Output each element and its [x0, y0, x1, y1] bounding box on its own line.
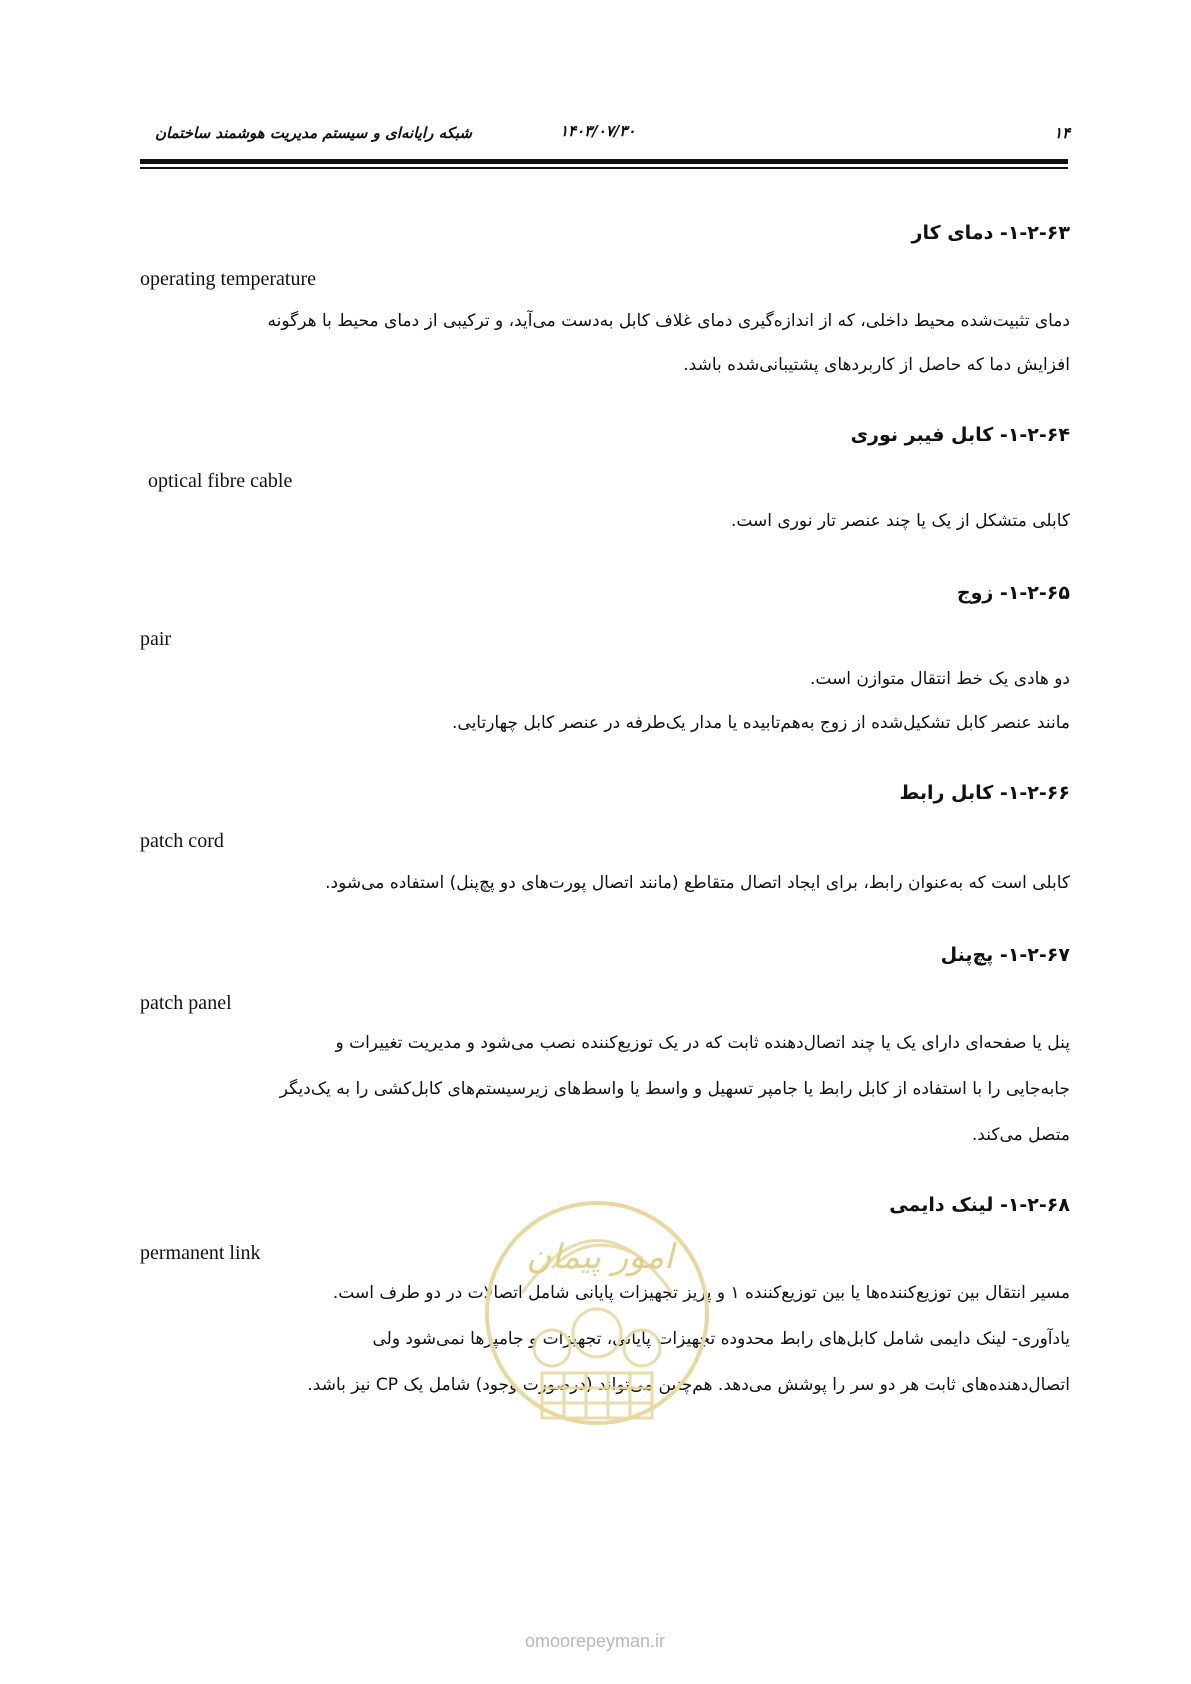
page-number: ۱۴: [1054, 124, 1071, 142]
section-heading: ۱-۲-۶۷- پچ‌پنل: [940, 944, 1070, 966]
section-body-line: افزایش دما که حاصل از کاربردهای پشتیبانی‌شده باشد.: [683, 355, 1070, 375]
section-body-line: دمای تثبیت‌شده محیط داخلی، که از اندازه‌گیری دمای غلاف کابل به‌دست می‌آید، و ترکیبی از دمای محیط با هرگونه: [267, 311, 1070, 331]
section-heading: ۱-۲-۶۶- کابل رابط: [899, 782, 1070, 804]
section-term: optical fibre cable: [148, 470, 293, 492]
gear-icon: [534, 1330, 570, 1366]
stamp-logo-text: امور پیمان: [526, 1237, 674, 1277]
section-body-line: مسیر انتقال بین توزیع‌کننده‌ها یا بین توزیع‌کننده ۱ و پریز تجهیزات پایانی شامل اتصالات در دو طرف است.: [332, 1283, 1070, 1303]
header-rule-thin: [140, 167, 1068, 169]
page-header: [140, 118, 1071, 148]
section-body-line: کابلی است که به‌عنوان رابط، برای ایجاد اتصال متقاطع (مانند اتصال پورت‌های دو پچ‌پنل) استفاده می‌شود.: [325, 873, 1070, 893]
section-body-line: اتصال‌دهنده‌های ثابت هر دو سر را پوشش می‌دهد. هم‌چنین می‌تواند (درصورت وجود) شامل یک CP نیز باشد.: [307, 1375, 1070, 1395]
section-body-line: مانند عنصر کابل تشکیل‌شده از زوج به‌هم‌تابیده یا مدار یک‌طرفه در عنصر کابل چهارتایی.: [452, 713, 1070, 733]
gear-icon: [573, 1309, 621, 1357]
section-body-line: جابه‌جایی را با استفاده از کابل رابط یا جامپر تسهیل و واسط یا واسط‌های زیرسیستم‌های کابل‌کشی را به یک‌دیگر: [279, 1079, 1070, 1099]
stamp-outer-ring: [487, 1203, 707, 1423]
watermark-url: omoorepeyman.ir: [524, 1631, 666, 1651]
section-heading: ۱-۲-۶۳- دمای کار: [911, 222, 1070, 244]
section-term: patch cord: [140, 830, 224, 852]
section-heading: ۱-۲-۶۵- زوج: [956, 582, 1070, 604]
section-body-line: یادآوری- لینک دایمی شامل کابل‌های رابط محدوده تجهیزات پایانی، تجهیزات و جامپرها نمی‌شود ولی: [372, 1329, 1070, 1349]
stamp-grid: [542, 1373, 652, 1418]
watermark-stamp-logo: [482, 1198, 712, 1428]
section-heading: ۱-۲-۶۴- کابل فیبر نوری: [850, 424, 1070, 446]
section-body-line: متصل می‌کند.: [971, 1125, 1070, 1145]
section-heading: ۱-۲-۶۸- لینک دایمی: [889, 1194, 1070, 1216]
header-book-title: شبکه رایانه‌ای و سیستم مدیریت هوشمند ساختمان: [154, 124, 472, 142]
section-body-line: کابلی متشکل از یک یا چند عنصر تار نوری است.: [730, 511, 1070, 531]
gear-icon: [624, 1330, 660, 1366]
section-body-line: دو هادی یک خط انتقال متوازن است.: [809, 669, 1070, 689]
section-term: pair: [140, 628, 172, 650]
header-date: ۱۴۰۳/۰۷/۳۰: [560, 122, 636, 140]
section-term: permanent link: [140, 1242, 261, 1264]
section-term: patch panel: [140, 992, 232, 1014]
section-body-line: پنل یا صفحه‌ای دارای یک یا چند اتصال‌دهنده ثابت که در یک توزیع‌کننده نصب می‌شود و مدیریت تغییرات و: [335, 1033, 1070, 1053]
header-rule-thick: [140, 159, 1068, 164]
section-term: operating temperature: [140, 268, 317, 290]
